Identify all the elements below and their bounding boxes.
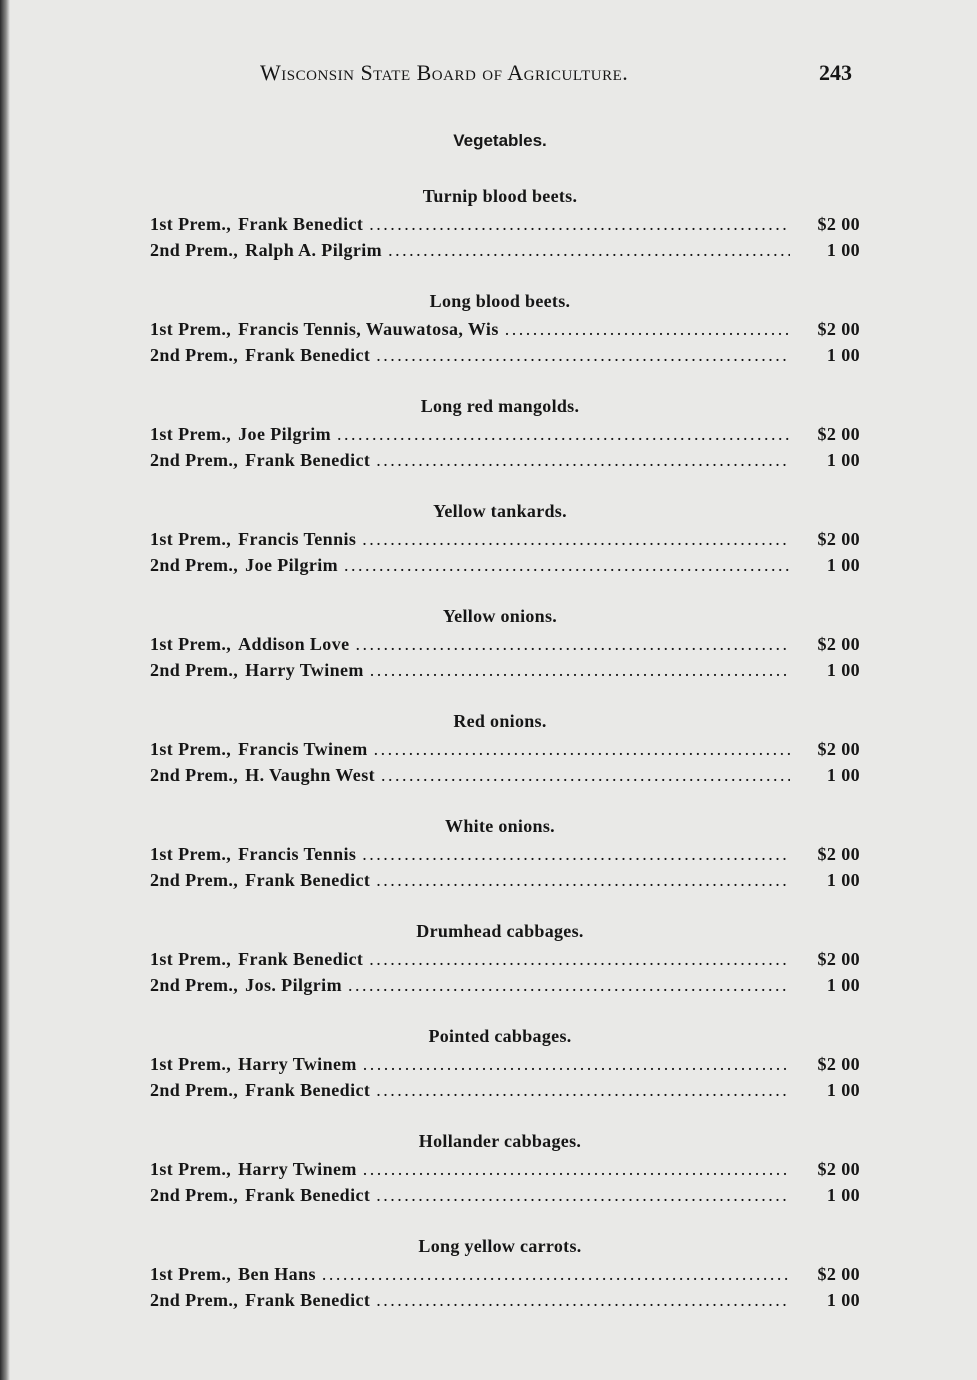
dot-leader bbox=[505, 319, 790, 340]
premium-category bbox=[150, 291, 860, 391]
premium-amount: 1 00 bbox=[826, 870, 860, 890]
premium-amount: 1 00 bbox=[826, 975, 860, 995]
first-premium-row bbox=[150, 529, 860, 553]
premium-amount: 1 00 bbox=[826, 555, 860, 575]
dot-leader bbox=[348, 975, 790, 996]
category-title: Long red mangolds. bbox=[420, 396, 580, 416]
premium-category bbox=[150, 1026, 860, 1126]
premium-place: 1st Prem., bbox=[150, 844, 232, 864]
premium-amount: $2 00 bbox=[817, 1264, 860, 1284]
first-premium-row bbox=[150, 1159, 860, 1183]
premium-category bbox=[150, 606, 860, 706]
dot-leader bbox=[376, 450, 790, 471]
premium-category bbox=[150, 711, 860, 811]
first-premium-row bbox=[150, 1264, 860, 1288]
dot-leader bbox=[374, 739, 790, 760]
category-title: Long blood beets. bbox=[429, 291, 571, 311]
premium-place: 1st Prem., bbox=[150, 739, 232, 759]
second-premium-row bbox=[150, 345, 860, 369]
winner-name: Joe Pilgrim bbox=[238, 424, 332, 444]
page-number: 243 bbox=[819, 60, 852, 85]
premium-amount: 1 00 bbox=[826, 1185, 860, 1205]
dot-leader bbox=[362, 529, 790, 550]
category-title: Hollander cabbages. bbox=[418, 1131, 582, 1151]
first-premium-row bbox=[150, 214, 860, 238]
premium-place: 2nd Prem., bbox=[150, 1290, 239, 1310]
page-binding-edge bbox=[0, 0, 10, 1380]
premium-place: 2nd Prem., bbox=[150, 765, 239, 785]
premium-place: 1st Prem., bbox=[150, 1159, 232, 1179]
winner-name: Ben Hans bbox=[238, 1264, 316, 1284]
category-title: Pointed cabbages. bbox=[428, 1026, 572, 1046]
premium-amount: 1 00 bbox=[826, 765, 860, 785]
premium-amount: $2 00 bbox=[817, 529, 860, 549]
second-premium-row bbox=[150, 450, 860, 474]
premium-place: 1st Prem., bbox=[150, 424, 232, 444]
premium-category bbox=[150, 921, 860, 1021]
premium-amount: $2 00 bbox=[817, 424, 860, 444]
premium-amount: $2 00 bbox=[817, 949, 860, 969]
dot-leader bbox=[369, 214, 790, 235]
winner-name: Harry Twinem bbox=[238, 1054, 357, 1074]
category-title: Drumhead cabbages. bbox=[416, 921, 584, 941]
first-premium-row bbox=[150, 1054, 860, 1078]
dot-leader bbox=[363, 1054, 790, 1075]
premium-amount: $2 00 bbox=[817, 1054, 860, 1074]
winner-name: Jos. Pilgrim bbox=[245, 975, 342, 995]
premium-place: 1st Prem., bbox=[150, 529, 232, 549]
dot-leader bbox=[376, 1290, 790, 1311]
premium-category bbox=[150, 501, 860, 601]
winner-name: Frank Benedict bbox=[245, 1185, 371, 1205]
premium-place: 2nd Prem., bbox=[150, 555, 239, 575]
category-title: White onions. bbox=[445, 816, 555, 836]
first-premium-row bbox=[150, 949, 860, 973]
second-premium-row bbox=[150, 1290, 860, 1314]
dot-leader bbox=[362, 844, 790, 865]
premium-place: 2nd Prem., bbox=[150, 240, 239, 260]
second-premium-row bbox=[150, 660, 860, 684]
category-title: Yellow tankards. bbox=[433, 501, 567, 521]
dot-leader bbox=[370, 660, 790, 681]
first-premium-row bbox=[150, 844, 860, 868]
dot-leader bbox=[322, 1264, 790, 1285]
premium-amount: $2 00 bbox=[817, 319, 860, 339]
dot-leader bbox=[344, 555, 790, 576]
premium-amount: $2 00 bbox=[817, 844, 860, 864]
premium-place: 2nd Prem., bbox=[150, 450, 239, 470]
winner-name: Ralph A. Pilgrim bbox=[245, 240, 383, 260]
winner-name: Frank Benedict bbox=[245, 450, 371, 470]
winner-name: Frank Benedict bbox=[245, 345, 371, 365]
first-premium-row bbox=[150, 634, 860, 658]
winner-name: Addison Love bbox=[238, 634, 350, 654]
premium-category bbox=[150, 396, 860, 496]
premium-place: 1st Prem., bbox=[150, 1054, 232, 1074]
premium-place: 2nd Prem., bbox=[150, 660, 239, 680]
premium-place: 1st Prem., bbox=[150, 1264, 232, 1284]
second-premium-row bbox=[150, 765, 860, 789]
page-header bbox=[260, 60, 852, 94]
first-premium-row bbox=[150, 424, 860, 448]
premium-amount: 1 00 bbox=[826, 1290, 860, 1310]
premium-place: 1st Prem., bbox=[150, 214, 232, 234]
second-premium-row bbox=[150, 870, 860, 894]
premium-amount: 1 00 bbox=[826, 240, 860, 260]
premium-place: 2nd Prem., bbox=[150, 1185, 239, 1205]
premium-category bbox=[150, 816, 860, 916]
premium-category bbox=[150, 186, 860, 286]
premium-place: 1st Prem., bbox=[150, 319, 232, 339]
dot-leader bbox=[337, 424, 790, 445]
premium-amount: 1 00 bbox=[826, 1080, 860, 1100]
second-premium-row bbox=[150, 1080, 860, 1104]
dot-leader bbox=[376, 345, 790, 366]
second-premium-row bbox=[150, 240, 860, 264]
section-title: Vegetables. bbox=[453, 131, 547, 150]
dot-leader bbox=[356, 634, 791, 655]
winner-name: Joe Pilgrim bbox=[245, 555, 339, 575]
second-premium-row bbox=[150, 1185, 860, 1209]
running-title: Wisconsin State Board of Agriculture. bbox=[260, 60, 629, 85]
premium-category bbox=[150, 1131, 860, 1231]
winner-name: Frank Benedict bbox=[245, 1080, 371, 1100]
premium-amount: 1 00 bbox=[826, 345, 860, 365]
second-premium-row bbox=[150, 975, 860, 999]
dot-leader bbox=[381, 765, 790, 786]
dot-leader bbox=[376, 870, 790, 891]
category-title: Turnip blood beets. bbox=[422, 186, 578, 206]
winner-name: Harry Twinem bbox=[238, 1159, 357, 1179]
winner-name: Harry Twinem bbox=[245, 660, 364, 680]
second-premium-row bbox=[150, 555, 860, 579]
first-premium-row bbox=[150, 319, 860, 343]
winner-name: Frank Benedict bbox=[245, 870, 371, 890]
winner-name: Francis Tennis, Wauwatosa, Wis bbox=[238, 319, 499, 339]
premium-amount: $2 00 bbox=[817, 1159, 860, 1179]
winner-name: Francis Tennis bbox=[238, 844, 357, 864]
winner-name: Frank Benedict bbox=[238, 949, 364, 969]
premium-amount: 1 00 bbox=[826, 660, 860, 680]
category-title: Long yellow carrots. bbox=[418, 1236, 582, 1256]
dot-leader bbox=[388, 240, 790, 261]
winner-name: H. Vaughn West bbox=[245, 765, 375, 785]
premium-amount: $2 00 bbox=[817, 214, 860, 234]
dot-leader bbox=[376, 1080, 790, 1101]
first-premium-row bbox=[150, 739, 860, 763]
winner-name: Francis Tennis bbox=[238, 529, 357, 549]
dot-leader bbox=[363, 1159, 790, 1180]
winner-name: Frank Benedict bbox=[238, 214, 364, 234]
premium-place: 2nd Prem., bbox=[150, 975, 239, 995]
premium-category bbox=[150, 1236, 860, 1336]
dot-leader bbox=[369, 949, 790, 970]
premium-place: 2nd Prem., bbox=[150, 345, 239, 365]
category-title: Yellow onions. bbox=[442, 606, 558, 626]
winner-name: Frank Benedict bbox=[245, 1290, 371, 1310]
premium-place: 2nd Prem., bbox=[150, 1080, 239, 1100]
winner-name: Francis Twinem bbox=[238, 739, 368, 759]
premium-amount: $2 00 bbox=[817, 739, 860, 759]
premium-amount: $2 00 bbox=[817, 634, 860, 654]
dot-leader bbox=[376, 1185, 790, 1206]
category-title: Red onions. bbox=[453, 711, 547, 731]
premium-place: 1st Prem., bbox=[150, 949, 232, 969]
premium-place: 2nd Prem., bbox=[150, 870, 239, 890]
premium-amount: 1 00 bbox=[826, 450, 860, 470]
premium-place: 1st Prem., bbox=[150, 634, 232, 654]
